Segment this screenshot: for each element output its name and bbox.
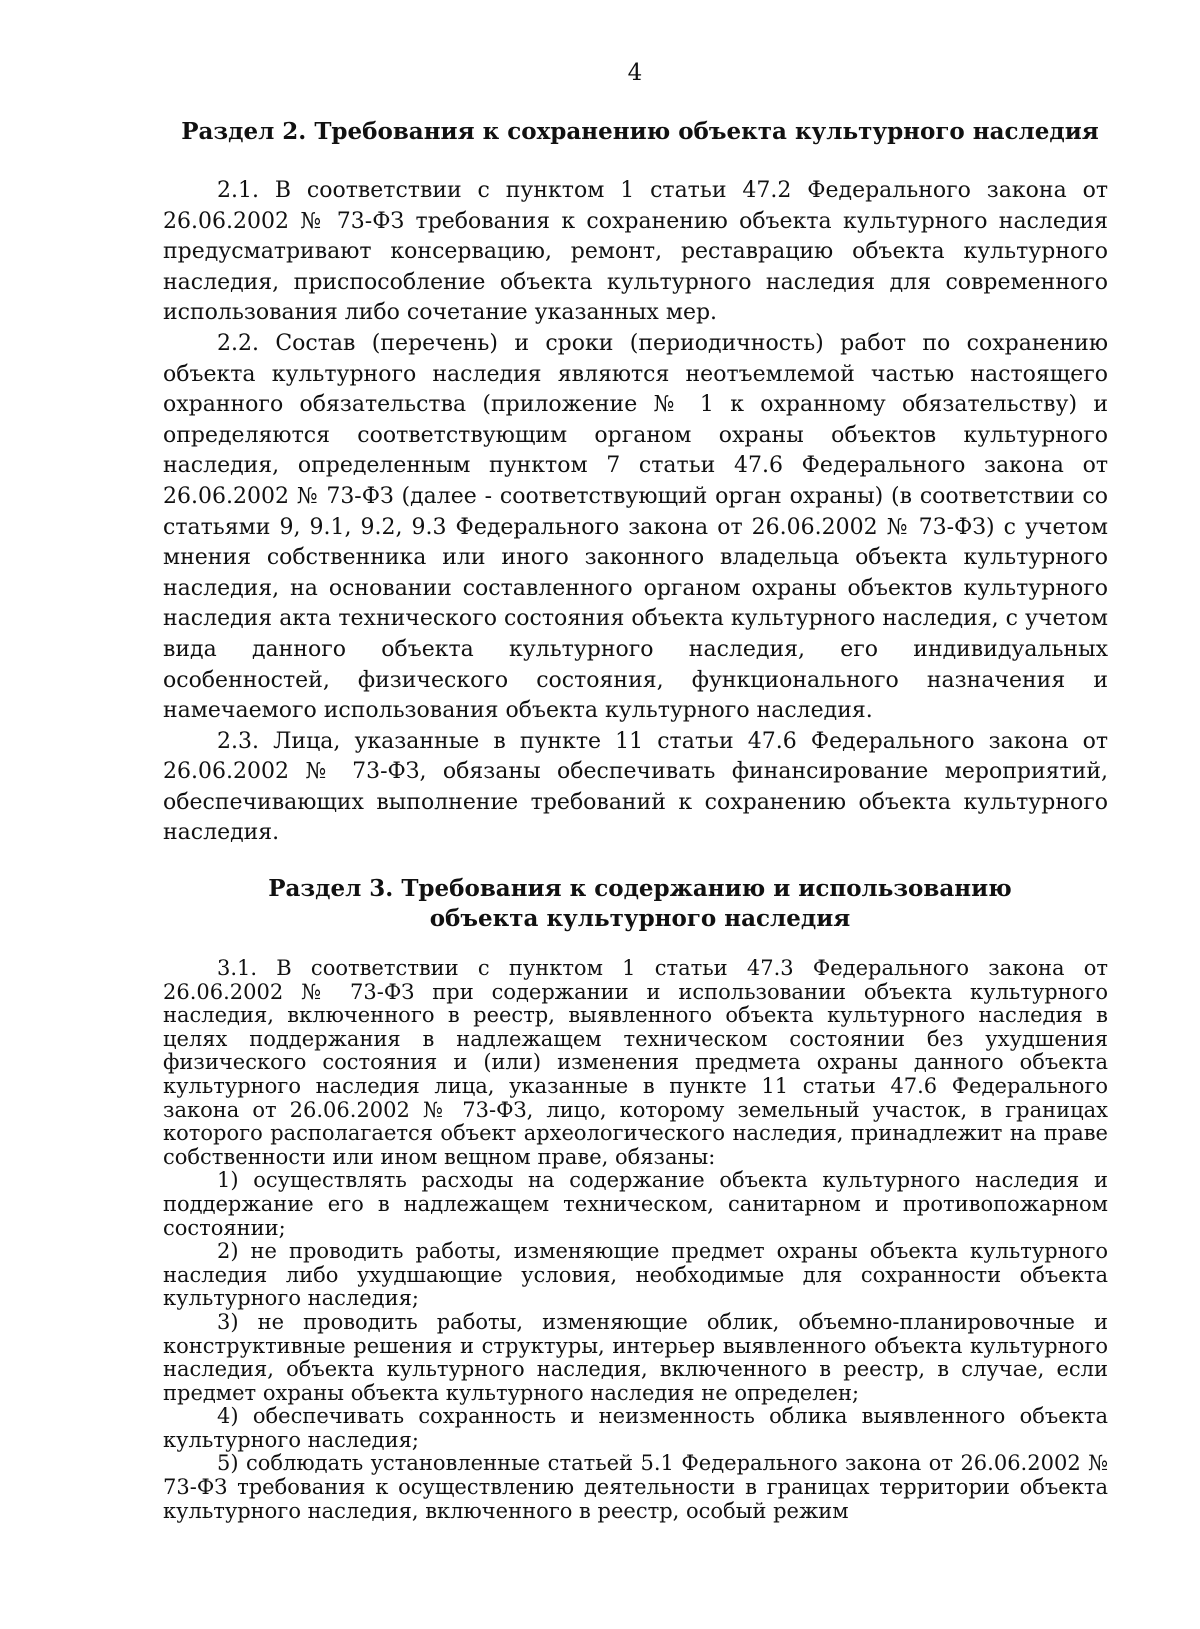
list-item-5: 5) соблюдать установленные статьей 5.1 Федерального закона от 26.06.2002 № 73-ФЗ требования к осуществлению деятельности в границах территории объекта культурного наследия, включенного в реестр, особый режим bbox=[163, 1451, 1108, 1523]
section-2-body bbox=[163, 176, 1108, 849]
list-item-3: 3) не проводить работы, изменяющие облик, объемно-планировочные и конструктивные решения и структуры, интерьер выявленного объекта культурного наследия, объекта культурного наследия, включенного в реестр, в случае, если предмет охраны объекта культурного наследия не определен; bbox=[163, 1309, 1108, 1405]
paragraph-2-2: 2.2. Состав (перечень) и сроки (периодичность) работ по сохранению объекта культурного наследия являются неотъемлемой частью настоящего охранного обязательства (приложение № 1 к охранному обязательству) и определяются соответствующим органом охраны объектов культурного наследия, определенным пунктом 7 статьи 47.6 Федерального закона от 26.06.2002 № 73-ФЗ (далее - соответствующий орган охраны) (в соответствии со статьями 9, 9.1, 9.2, 9.3 Федерального закона от 26.06.2002 № 73-ФЗ) с учетом мнения собственника или иного законного владельца объекта культурного наследия, на основании составленного органом охраны объектов культурного наследия акта технического состояния объекта культурного наследия, с учетом вида данного объекта культурного наследия, его индивидуальных особенностей, физического состояния, функционального назначения и намечаемого использования объекта культурного наследия. bbox=[163, 330, 1108, 724]
section-3-title-line-1: Раздел 3. Требования к содержанию и использованию bbox=[268, 875, 1012, 902]
paragraph-2-3: 2.3. Лица, указанные в пункте 11 статьи 47.6 Федерального закона от 26.06.2002 № 73-ФЗ, обязаны обеспечивать финансирование мероприятий, обеспечивающих выполнение требований к сохранению объекта культурного наследия. bbox=[163, 728, 1108, 846]
paragraph-3-1: 3.1. В соответствии с пунктом 1 статьи 47.3 Федерального закона от 26.06.2002 № 73-ФЗ при содержании и использовании объекта культурного наследия, включенного в реестр, выявленного объекта культурного наследия в целях поддержания в надлежащем техническом состоянии без ухудшения физического состояния и (или) изменения предмета охраны данного объекта культурного наследия лица, указанные в пункте 11 статьи 47.6 Федерального закона от 26.06.2002 № 73-ФЗ, лицо, которому земельный участок, в границах которого располагается объект археологического наследия, принадлежит на праве собственности или ином вещном праве, обязаны: bbox=[163, 956, 1108, 1169]
section-2-title: Раздел 2. Требования к сохранению объекта культурного наследия bbox=[181, 118, 1099, 145]
section-3-title-line-2: объекта культурного наследия bbox=[429, 905, 851, 932]
page-number: 4 bbox=[627, 60, 643, 86]
list-item-4: 4) обеспечивать сохранность и неизменность облика выявленного объекта культурного наследия; bbox=[163, 1404, 1108, 1452]
section-3-title bbox=[160, 874, 1120, 934]
list-item-2: 2) не проводить работы, изменяющие предмет охраны объекта культурного наследия либо ухудшающие условия, необходимые для сохранности объекта культурного наследия; bbox=[163, 1239, 1108, 1311]
section-3-body bbox=[163, 957, 1108, 1523]
list-item-1: 1) осуществлять расходы на содержание объекта культурного наследия и поддержание его в надлежащем техническом, санитарном и противопожарном состоянии; bbox=[163, 1168, 1108, 1240]
paragraph-2-1: 2.1. В соответствии с пунктом 1 статьи 47.2 Федерального закона от 26.06.2002 № 73-ФЗ требования к сохранению объекта культурного наследия предусматривают консервацию, ремонт, реставрацию объекта культурного наследия, приспособление объекта культурного наследия для современного использования либо сочетание указанных мер. bbox=[163, 178, 1108, 326]
